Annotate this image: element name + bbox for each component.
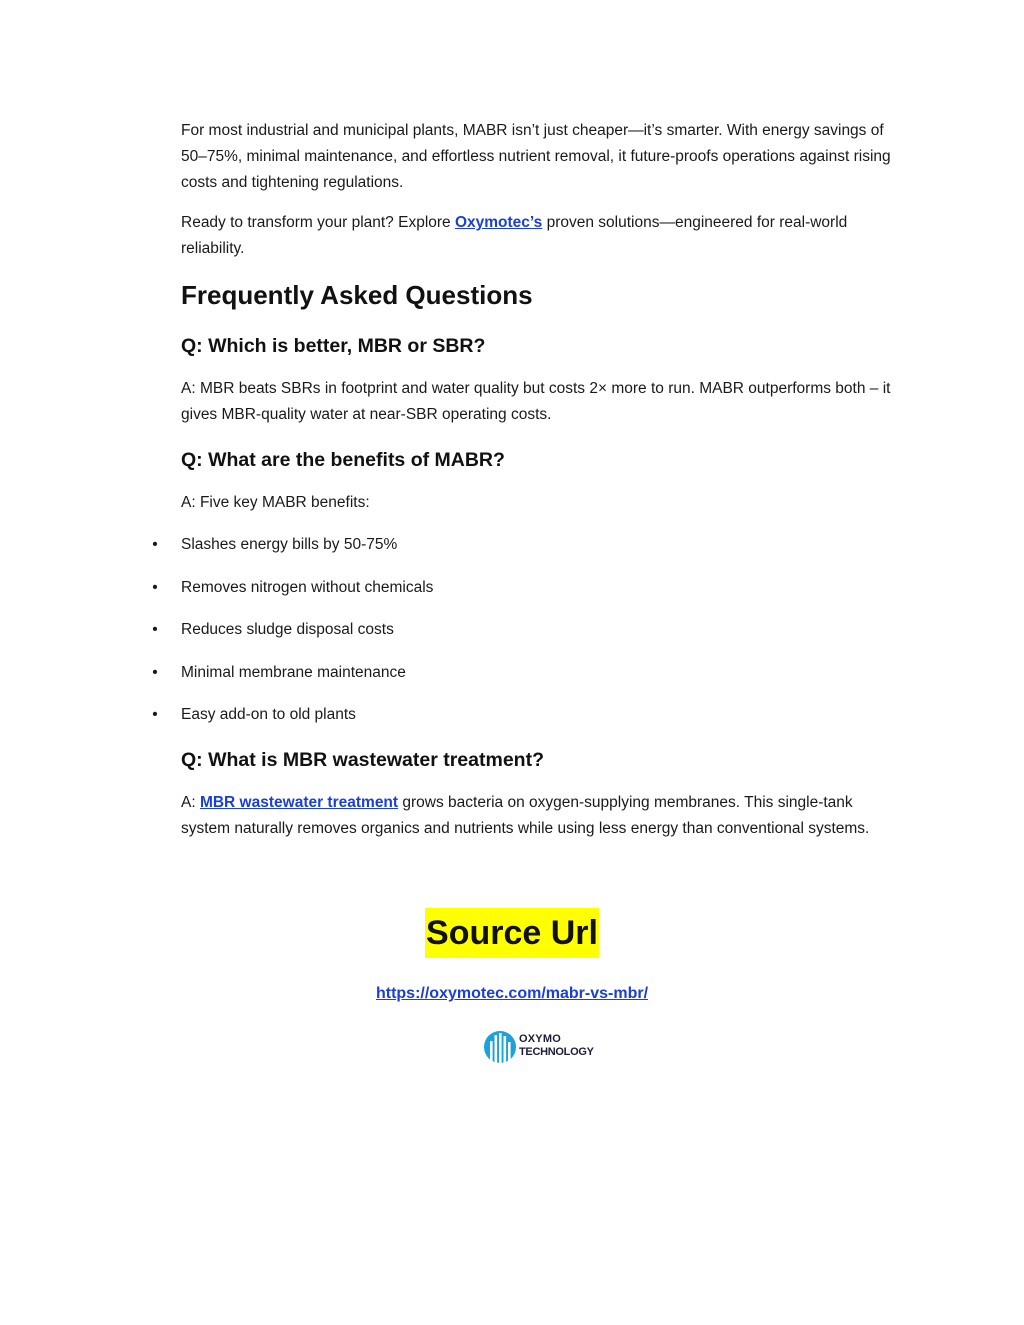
question-mabr-benefits: Q: What are the benefits of MABR? xyxy=(181,449,505,471)
bullet-icon: • xyxy=(152,578,158,596)
source-url-heading xyxy=(0,908,1024,958)
list-item xyxy=(152,575,901,601)
answer-mabr-benefits: A: Five key MABR benefits: xyxy=(181,494,370,511)
logo-text-line2: TECHNOLOGY xyxy=(519,1046,594,1058)
benefit-text: Slashes energy bills by 50-75% xyxy=(181,536,398,553)
benefit-text: Reduces sludge disposal costs xyxy=(181,621,394,638)
list-item xyxy=(152,532,901,558)
intro-paragraph: For most industrial and municipal plants, MABR isn’t just cheaper—it’s smarter. With energy savings of 50–75%, minimal maintenance, and effortless nutrient removal, it future-proofs operations against rising costs and tightening regulations. xyxy=(181,122,891,191)
question-mbr-vs-sbr: Q: Which is better, MBR or SBR? xyxy=(181,335,486,357)
explore-text-end: proven solutions—engineered for real-world reliability. xyxy=(181,214,848,257)
explore-text: Ready to transform your plant? Explore xyxy=(181,214,455,231)
mbr-wastewater-treatment-link[interactable]: MBR wastewater treatment xyxy=(199,794,399,811)
oxymotec-link[interactable]: Oxymotec’s xyxy=(454,214,543,231)
document-body xyxy=(152,118,901,842)
bullet-icon: • xyxy=(152,536,158,553)
benefit-text: Minimal membrane maintenance xyxy=(181,663,406,681)
logo-mark-icon xyxy=(483,1030,517,1064)
list-item xyxy=(152,660,901,686)
oxymo-technology-logo xyxy=(483,1030,613,1066)
source-url-link[interactable]: https://oxymotec.com/mabr-vs-mbr/ xyxy=(375,985,649,1002)
benefits-list xyxy=(152,532,901,728)
bullet-icon: • xyxy=(152,621,158,638)
faq-heading: Frequently Asked Questions xyxy=(181,280,533,310)
answer-mbr-vs-sbr: A: MBR beats SBRs in footprint and water quality but costs 2× more to run. MABR outperforms both – it gives MBR-quality water at near-SBR operating costs. xyxy=(181,380,891,423)
source-url-line xyxy=(0,982,1024,1006)
bullet-icon: • xyxy=(152,663,158,681)
logo-text-line1: OXYMO xyxy=(519,1033,561,1045)
list-item xyxy=(152,617,901,643)
question-mbr-treatment: Q: What is MBR wastewater treatment? xyxy=(181,749,544,771)
benefit-text: Easy add-on to old plants xyxy=(181,706,356,723)
answer-mbr-treatment xyxy=(181,790,901,842)
explore-paragraph xyxy=(181,210,901,262)
answer-text: grows bacteria on oxygen-supplying membranes. This single-tank system naturally removes organics and nutrients while using less energy than conventional systems. xyxy=(181,794,870,837)
benefit-text: Removes nitrogen without chemicals xyxy=(181,578,434,596)
source-url-title: Source Url xyxy=(425,908,599,958)
list-item xyxy=(152,702,901,728)
answer-prefix: A: xyxy=(181,794,200,811)
bullet-icon: • xyxy=(152,706,158,723)
